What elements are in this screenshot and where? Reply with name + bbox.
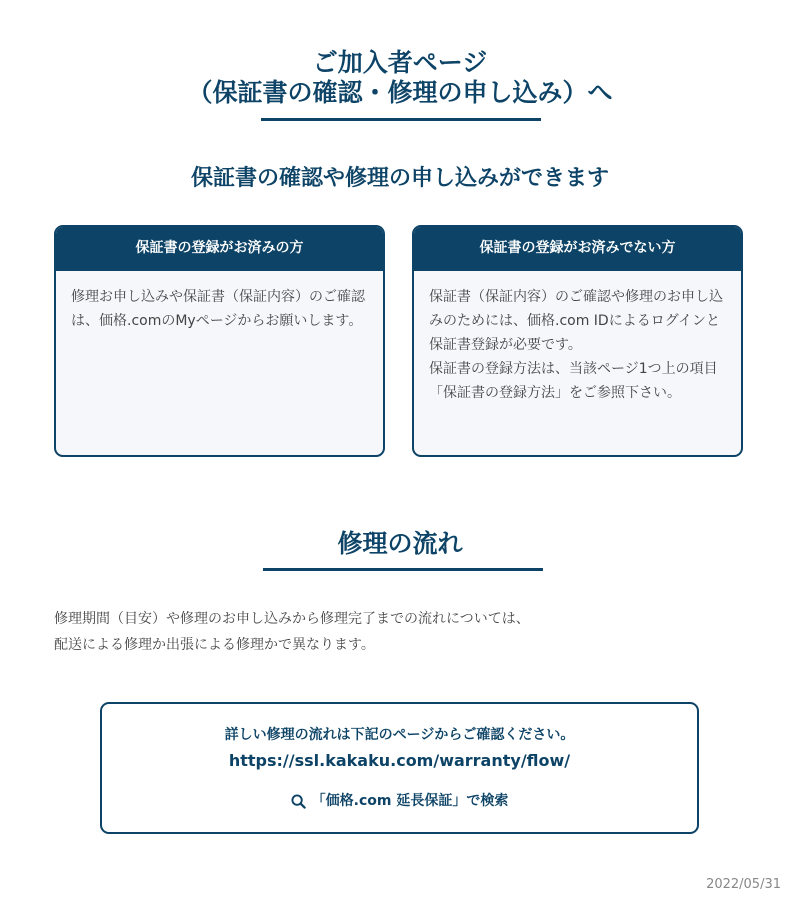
page-title	[0, 48, 800, 108]
repair-flow-title: 修理の流れ	[337, 529, 463, 558]
repair-flow-text-2: 配送による修理か出張による修理かで異なります。	[54, 637, 375, 653]
repair-flow-description	[54, 606, 754, 658]
search-hint-text: 「価格.com 延長保証」で検索	[311, 793, 509, 809]
unregistered-card-text-2: 保証書の登録方法は、当該ページ1つ上の項目「保証書の登録方法」をご参照下さい。	[429, 361, 718, 401]
repair-flow-underline	[263, 568, 543, 571]
unregistered-card	[412, 225, 743, 457]
search-icon	[291, 794, 306, 809]
repair-flow-link[interactable]: https://ssl.kakaku.com/warranty/flow/	[228, 751, 571, 770]
page-title-line1: ご加入者ページ	[312, 48, 488, 77]
section-subtitle: 保証書の確認や修理の申し込みができます	[190, 166, 609, 191]
registered-card	[54, 225, 385, 457]
publish-date: 2022/05/31	[706, 877, 781, 892]
search-hint	[102, 790, 697, 812]
registered-card-heading: 保証書の登録がお済みの方	[56, 227, 383, 271]
title-underline	[261, 118, 541, 121]
unregistered-card-heading: 保証書の登録がお済みでない方	[414, 227, 741, 271]
repair-info-box	[100, 702, 699, 834]
registered-card-body: 修理お申し込みや保証書（保証内容）のご確認は、価格.comのMyページからお願いします。	[71, 289, 365, 329]
repair-flow-text-1: 修理期間（目安）や修理のお申し込みから修理完了までの流れについては、	[54, 611, 530, 627]
unregistered-card-body	[414, 271, 741, 405]
page-title-line2: （保証書の確認・修理の申し込み）へ	[187, 78, 613, 107]
info-box-text: 詳しい修理の流れは下記のページからご確認ください。	[224, 727, 575, 743]
unregistered-card-text-1: 保証書（保証内容）のご確認や修理のお申し込みのためには、価格.com IDによるログインと保証書登録が必要です。	[429, 289, 723, 353]
